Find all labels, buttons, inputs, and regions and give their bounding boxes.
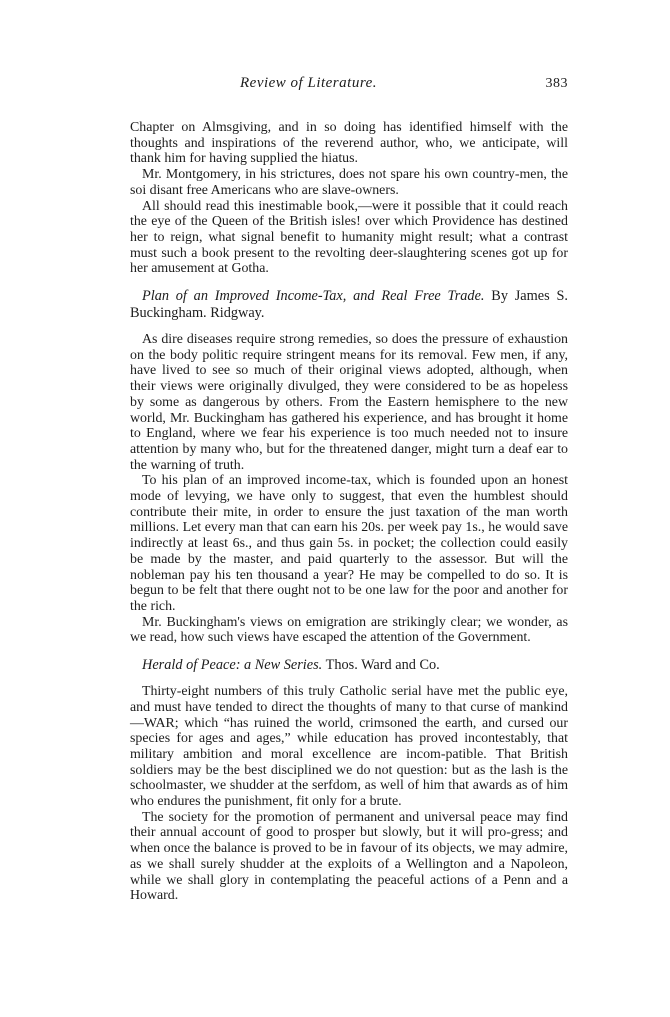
book-title: Herald of Peace: a New Series. — [142, 657, 323, 674]
paragraph: To his plan of an improved income-tax, which is founded upon an honest mode of levying, we have only to suggest, that even the humblest should contribute their mite, in order to ensure the just taxation of the man worth millions. Let every man that can earn his 20s. per week pay 1s., he would save indirectly at least 6s., and thus gain 5s. in pocket; the collection could easily be made by the master, and paid quarterly to the assessor. But will the nobleman pay his ten thousand a year? He may be compelled to do so. It is begun to be felt that there ought not to be one law for the poor and another for the rich. — [130, 473, 568, 614]
review-continuation — [130, 120, 568, 277]
review-heading — [130, 657, 568, 674]
running-head — [130, 76, 568, 98]
review-income-tax — [130, 288, 568, 646]
paragraph: Thirty-eight numbers of this truly Catholic serial have met the public eye, and must have tended to direct the thoughts of many to that curse of mankind—WAR; which “has ruined the world, crimsoned the earth, and cursed our species for ages and ages,” while education has proved incontestably, that military ambition and moral excellence are incom-patible. That British soldiers may be the best disciplined we do not question: but as the lash is the schoolmaster, we shudder at the serfdom, as well of him that awards as of him who endures the punishment, fit only for a brute. — [130, 684, 568, 810]
paragraph: As dire diseases require strong remedies, so does the pressure of exhaustion on the body politic require stringent means for its removal. Few men, if any, have lived to see so much of their original views adopted, although, when their views were originally divulged, they were considered to be as hopeless by some as dangerous by others. From the Eastern hemisphere to the new world, Mr. Buckingham has gathered his experience, and has brought it home to England, where we fear his experience is too much needed not to insure attention by many who, but for the threatened danger, might turn a deaf ear to the warning of truth. — [130, 332, 568, 473]
review-herald-of-peace — [130, 657, 568, 904]
page — [130, 76, 568, 904]
paragraph: Mr. Buckingham's views on emigration are strikingly clear; we wonder, as we read, how such views have escaped the attention of the Government. — [130, 614, 568, 646]
page-number: 383 — [545, 76, 568, 91]
paragraph: All should read this inestimable book,—were it possible that it could reach the eye of the Queen of the British isles! over which Providence has destined her to reign, what signal benefit to humanity might result; what a contrast must such a book present to the revolting deer-slaughtering scenes got up for her amusement at Gotha. — [130, 198, 568, 277]
paragraph: The society for the promotion of permanent and universal peace may find their annual account of good to prosper but slowly, but it will pro-gress; and when once the balance is proved to be in favour of its objects, we may admire, as we shall surely shudder at the exploits of a Wellington and a Napoleon, while we shall glory in contemplating the peaceful actions of a Penn and a Howard. — [130, 809, 568, 904]
book-reference: By James S. Buckingham. Ridgway. — [130, 288, 568, 322]
paragraph: Chapter on Almsgiving, and in so doing has identified himself with the thoughts and inspirations of the reverend author, who, we anticipate, will thank him for having supplied the hiatus. — [130, 120, 568, 167]
book-title: Plan of an Improved Income-Tax, and Real Free Trade. — [142, 288, 485, 305]
paragraph: Mr. Montgomery, in his strictures, does not spare his own country-men, the soi disant free Americans who are slave-owners. — [130, 167, 568, 198]
review-heading — [130, 288, 568, 322]
book-reference: Thos. Ward and Co. — [325, 657, 440, 674]
running-title: Review of Literature. — [240, 75, 378, 91]
